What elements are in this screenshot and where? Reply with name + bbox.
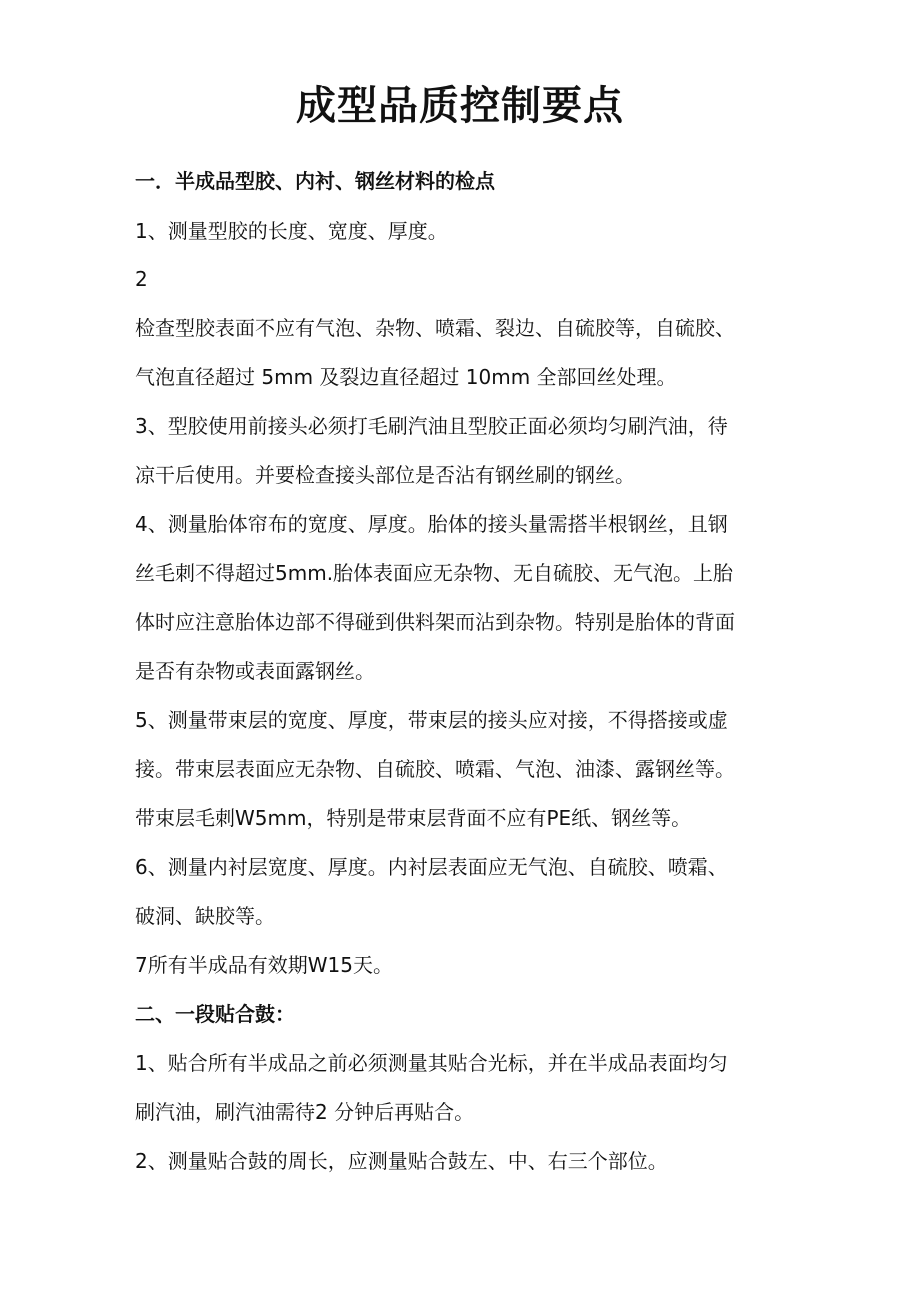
- paragraph-line: 5、测量带束层的宽度、厚度，带束层的接头应对接，不得搭接或虚: [135, 708, 728, 732]
- paragraph-line: 2: [135, 267, 148, 291]
- paragraph-line: 丝毛刺不得超过5mm.胎体表面应无杂物、无自硫胶、无气泡。上胎: [135, 561, 734, 585]
- paragraph-line: 刷汽油，刷汽油需待2 分钟后再贴合。: [135, 1100, 475, 1124]
- paragraph-line: 检查型胶表面不应有气泡、杂物、喷霜、裂边、自硫胶等，自硫胶、: [135, 316, 735, 340]
- paragraph-line: 体时应注意胎体边部不得碰到供料架而沾到杂物。特别是胎体的背面: [135, 610, 735, 634]
- section-heading-2: 二、一段贴合鼓：: [135, 1002, 295, 1026]
- paragraph-line: 是否有杂物或表面露钢丝。: [135, 659, 375, 683]
- paragraph-line: 凉干后使用。并要检查接头部位是否沾有钢丝刷的钢丝。: [135, 463, 635, 487]
- paragraph-line: 1、贴合所有半成品之前必须测量其贴合光标，并在半成品表面均匀: [135, 1051, 728, 1075]
- paragraph-line: 破洞、缺胶等。: [135, 904, 275, 928]
- paragraph-line: 6、测量内衬层宽度、厚度。内衬层表面应无气泡、自硫胶、喷霜、: [135, 855, 728, 879]
- document-title: 成型品质控制要点: [296, 82, 624, 129]
- paragraph-line: 2、测量贴合鼓的周长，应测量贴合鼓左、中、右三个部位。: [135, 1149, 668, 1173]
- paragraph-line: 4、测量胎体帘布的宽度、厚度。胎体的接头量需搭半根钢丝，且钢: [135, 512, 728, 536]
- paragraph-line: 7所有半成品有效期W15天。: [135, 953, 393, 977]
- paragraph-line: 1、测量型胶的长度、宽度、厚度。: [135, 219, 448, 243]
- paragraph-line: 带束层毛刺W5mm，特别是带束层背面不应有PE纸、钢丝等。: [135, 806, 692, 830]
- paragraph-line: 3、型胶使用前接头必须打毛刷汽油且型胶正面必须均匀刷汽油，待: [135, 414, 728, 438]
- section-heading-1: 一．半成品型胶、内衬、钢丝材料的检点: [135, 169, 495, 193]
- paragraph-line: 接。带束层表面应无杂物、自硫胶、喷霜、气泡、油漆、露钢丝等。: [135, 757, 735, 781]
- paragraph-line: 气泡直径超过 5mm 及裂边直径超过 10mm 全部回丝处理。: [135, 365, 677, 389]
